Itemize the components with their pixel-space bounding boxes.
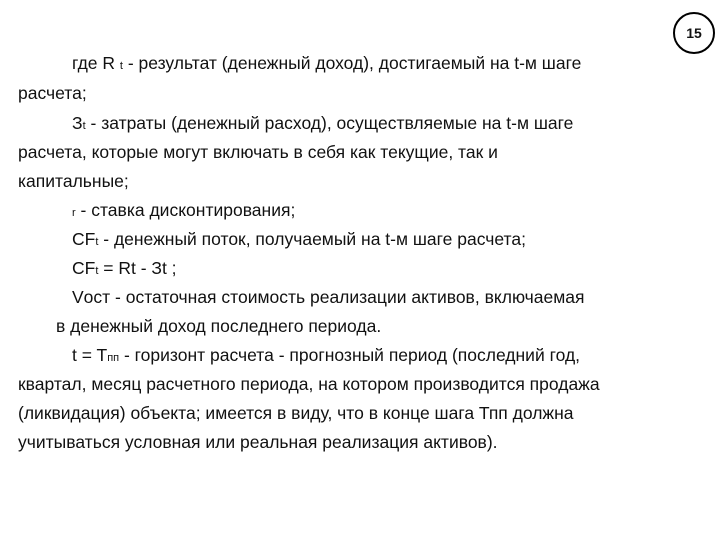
text-segment: - затраты (денежный расход), осуществляемые на t-м шаге — [85, 113, 574, 133]
subscript: t — [95, 265, 99, 277]
text-segment: - денежный поток, получаемый на t-м шаге расчета; — [98, 229, 526, 249]
text-line-1 — [72, 53, 581, 76]
text-segment: - горизонт расчета - прогнозный период (последний год, — [119, 345, 581, 365]
text-segment: CF — [72, 258, 96, 278]
text-segment: З — [72, 113, 83, 133]
subscript: t — [119, 60, 123, 72]
text-line-9: Vост - остаточная стоимость реализации активов, включаемая — [72, 287, 585, 307]
text-line-2: расчета; — [18, 83, 87, 103]
text-line-10: в денежный доход последнего периода. — [56, 316, 382, 336]
text-segment: t = T — [72, 345, 108, 365]
page-number-badge — [673, 12, 715, 54]
text-line-14: учитываться условная или реальная реализация активов). — [18, 432, 498, 452]
text-segment: CF — [72, 229, 96, 249]
page-number: 15 — [686, 25, 702, 41]
text-segment: где R — [72, 53, 120, 73]
text-segment: - результат (денежный доход), достигаемый на t-м шаге — [122, 53, 582, 73]
text-line-13: (ликвидация) объекта; имеется в виду, что в конце шага Тпп должна — [18, 403, 574, 423]
text-line-7 — [72, 229, 526, 252]
text-line-4: расчета, которые могут включать в себя как текущие, так и — [18, 142, 498, 162]
text-line-3 — [72, 113, 573, 136]
text-line-8 — [72, 258, 177, 281]
text-line-12: квартал, месяц расчетного периода, на котором производится продажа — [18, 374, 600, 394]
subscript: t — [95, 236, 99, 248]
text-segment: = Rt - Зt ; — [98, 258, 177, 278]
text-segment: - ставка дисконтирования; — [75, 200, 296, 220]
subscript: пп — [107, 352, 120, 364]
text-line-6 — [72, 200, 295, 223]
subscript: t — [82, 120, 86, 132]
symbol-r: r — [72, 207, 76, 219]
text-line-5: капитальные; — [18, 171, 129, 191]
text-line-11 — [72, 345, 580, 368]
